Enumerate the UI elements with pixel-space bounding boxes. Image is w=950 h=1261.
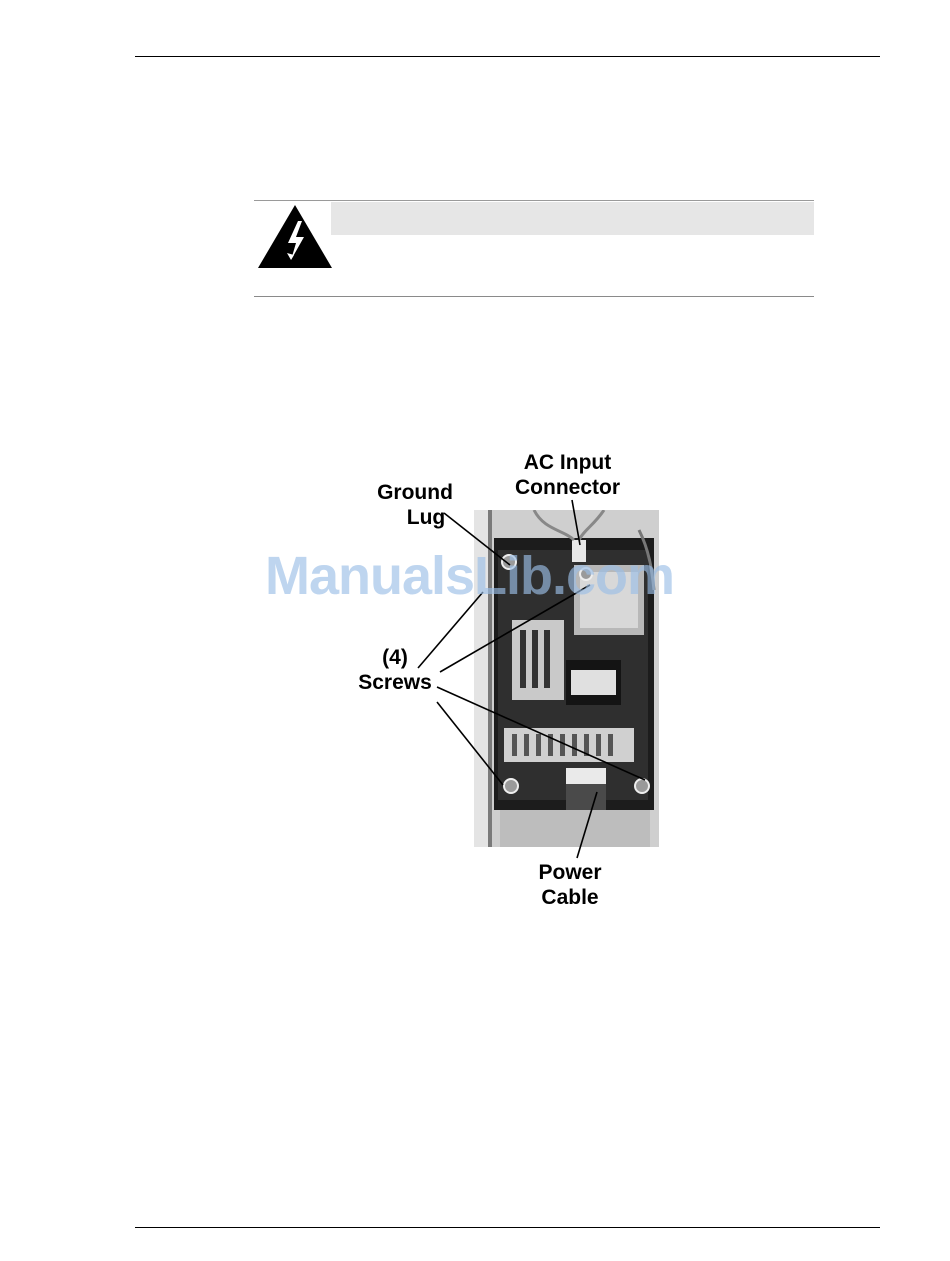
electrical-hazard-icon — [257, 204, 333, 269]
callout-ground-lug-line2: Lug — [406, 506, 446, 529]
callout-screws-line1: (4) — [382, 646, 408, 669]
callout-screws-line2: Screws — [358, 671, 432, 694]
callout-ac-input-line1: AC Input — [523, 451, 612, 474]
callout-screws — [350, 645, 440, 695]
callout-ground-lug — [360, 480, 470, 530]
header-rule — [135, 56, 880, 57]
warning-box — [254, 200, 814, 297]
callout-power-cable-line2: Cable — [541, 886, 599, 909]
warning-bottom-rule — [254, 296, 814, 297]
warning-header-bar — [331, 202, 814, 235]
warning-top-rule — [254, 200, 814, 201]
callout-power-cable — [525, 860, 615, 910]
footer-rule — [135, 1227, 880, 1228]
callout-power-cable-line1: Power — [538, 861, 602, 884]
watermark: ManualsLib.com — [265, 546, 675, 606]
power-supply-figure — [340, 440, 740, 920]
callout-ground-lug-line1: Ground — [377, 481, 453, 504]
callout-ac-input-line2: Connector — [515, 476, 620, 499]
callout-ac-input-connector — [500, 450, 635, 500]
